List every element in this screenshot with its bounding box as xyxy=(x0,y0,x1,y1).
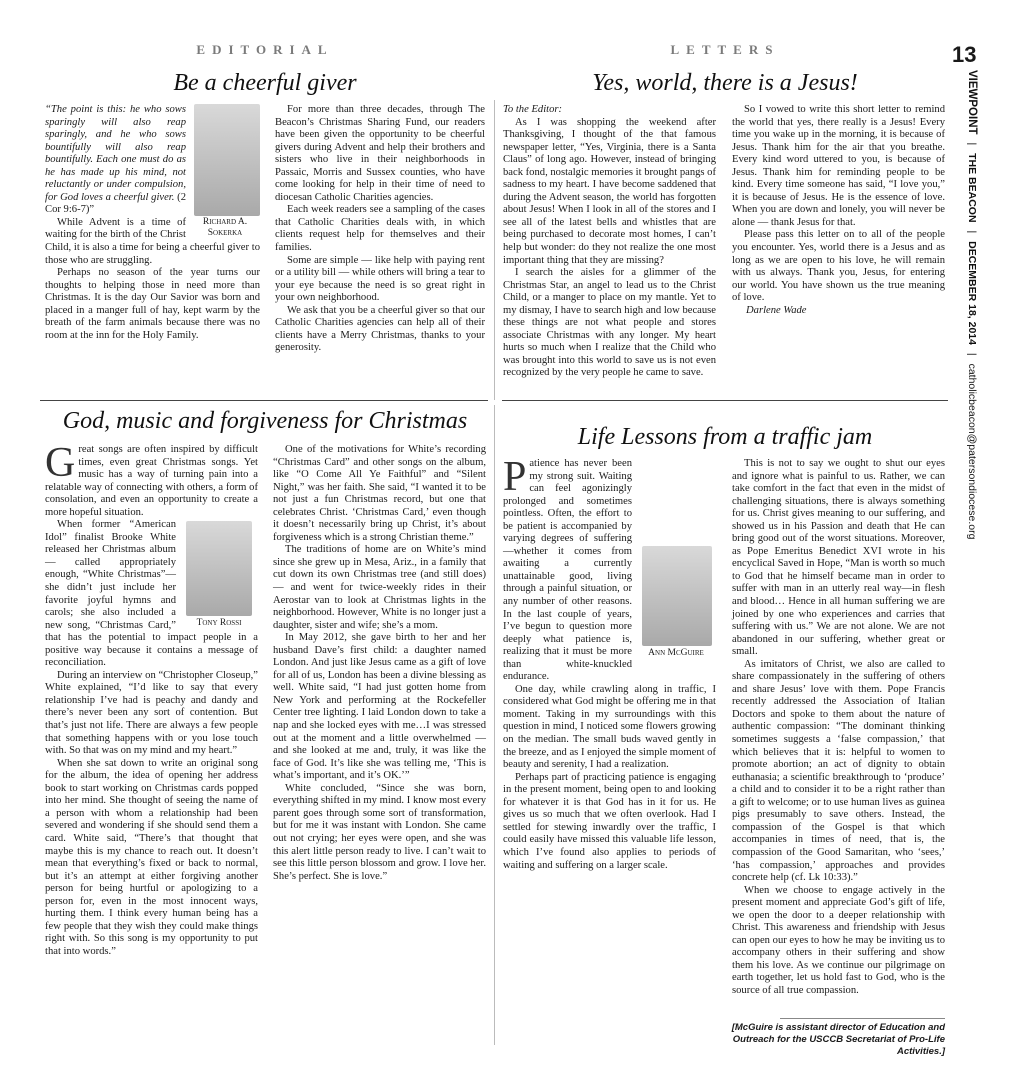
page-number: 13 xyxy=(952,42,977,67)
article2-salutation: To the Editor: xyxy=(503,104,563,115)
article4-paragraph: One day, while crawling along in traffic, I considered what God might be offering me in that moment. Taking in my surroundings with this question in mind, I noticed some flowers growing on the median. The small buds waved gently in the breeze, and as I enjoyed the simple moment of beauty and serenity, I had a realization. xyxy=(503,683,716,771)
article3-paragraph: White concluded, “Since she was born, everything shifted in my mind. I know most every parent goes through some sort of transformation, but for me it was instant with London. She came out not crying; her eyes were open, and she was this alert little person ready to live. I can’t wait to see this little person blossom and grow. I love her. She’s perfect. She is love.” xyxy=(273,782,486,882)
article4-column-2 xyxy=(732,458,945,998)
article4-photo-caption: Ann McGuire xyxy=(648,648,704,658)
article3-dropcap: G xyxy=(45,440,76,486)
article1-paragraph: For more than three decades, through The Beacon’s Christmas Sharing Fund, our readers have been given the opportunity to be cheerful givers during Advent and help their brothers and sisters who live in their neighborhoods in Passaic, Morris and Sussex counties, who have come looking for help in their time of need to diocesan Catholic Charities agencies. xyxy=(275,104,485,203)
author-photo xyxy=(642,546,712,646)
article2-paragraph: Please pass this letter on to all of the people you encounter. Yes, world there is a Jesus and as long as we are open to his love, he will remain with us always. Thank you, Jesus, for entering our world. You have shown us the true meaning of love. xyxy=(732,229,945,304)
author-photo xyxy=(194,104,260,216)
article4-column-1 xyxy=(503,454,716,872)
article4-photo-block xyxy=(636,546,716,659)
article4-paragraph: atience has never been my strong suit. Waiting can feel agonizingly prolonged and sometimes pointless. Often, the effort to be patient is accompanied by varying degrees of suffering—whether it comes from awaiting a currently unattainable good, living through a painful situation, or any number of other reasons. In the last couple of years, I’ve begun to question more deeply what patience is, realizing that it must be more than white-knuckled endurance. xyxy=(503,458,632,683)
article1-paragraph: Each week readers see a sampling of the cases that Catholic Charities deals with, in which clients request help for themselves and their families. xyxy=(275,204,485,254)
article1-quote-citation: (2 Cor 9:6-7)” xyxy=(45,191,186,216)
article3-column-1 xyxy=(45,440,258,958)
article1-headline: Be a cheerful giver xyxy=(173,70,357,96)
sidebar-separator: | xyxy=(966,230,978,234)
column-divider xyxy=(494,405,495,1045)
article2-paragraph: As I was shopping the weekend after Thanksgiving, I thought of the that famous newspaper letter, “Yes, Virginia, there is a Santa Claus” of long ago. However, instead of bringing back fond, nostalgic memories it brought pangs of sadness to my heart. I have become saddened that during the Advent season, the world has forgotten about Jesus! When I look in all of the stores and I see all of the latest bells and whistles that are being purchased to decorate most homes, I can’t help but wonder: do they not realize the one most important thing that they are missing? xyxy=(503,116,717,266)
article4-headline: Life Lessons from a traffic jam xyxy=(577,424,873,450)
article2-signature: Darlene Wade xyxy=(746,304,807,316)
article3-column-2 xyxy=(273,444,486,883)
article2-paragraph: I search the aisles for a glimmer of the Christmas Star, an angel to lead us to the Christ Child, or a manger to place on my mantle. Yet to my dismay, I have to search high and low because these things are not what people and stores associate Christmas with any longer. My heart hurts so much when I realize that the Child who was brought into this world to save us is not even recognized by the very people he came to save. xyxy=(503,267,716,379)
article4-paragraph: As imitators of Christ, we also are called to share compassionately in the suffering of others and share Jesus’ love with them. Pope Francis recently addressed the Association of Italian Doctors and spoke to them about the nature of authentic compassion: “The dominant thinking sometimes suggests a ‘false compassion,’ that which believes that it is: helpful to women to promote abortion; an act of dignity to obtain euthanasia; a scientific breakthrough to ‘produce’ a child and to consider it to be a right rather than a gift to welcome; or to use human lives as guinea pigs presumably to save others. Instead, the compassion of the Gospel is that which accompanies in times of need, that is, the compassion of the Good Samaritan, who ‘sees,’ ‘has compassion,’ approaches and provides concrete help (cf. Lk 10:33).” xyxy=(732,658,945,884)
article1-quote-text: “The point is this: he who sows sparingly will also reap sparingly, and he who sows bountifully will also reap bountifully. Each one must do as he has made up his mind, not reluctantly or under compulsion, for God loves a cheerful giver. xyxy=(45,104,186,203)
article3-paragraph: The traditions of home are on White’s mind since she grew up in Mesa, Ariz., in a family that cut down its own Christmas tree (and still does) — and went for twice-weekly rides in their Aerostar van to look at Christmas lights in the neighborhood. However, White is no longer just a daughter, sister and wife; she’s a mom. xyxy=(273,544,486,631)
sidebar-section: VIEWPOINT xyxy=(966,70,978,135)
article1-paragraph: Perhaps no season of the year turns our thoughts to helping those in need more than Christmas. It is the day Our Savior was born and placed in a manger full of hay, kept warm by the breath of the farm animals because there was no room at the inn for the Holy Family. xyxy=(45,267,260,341)
article2-column-2 xyxy=(732,104,945,317)
article3-paragraph: One of the motivations for White’s recording “Christmas Card” and other songs on the album, like “O Come All Ye Faithful” and “Silent Night,” was her faith. She said, “I wanted it to be not just a fun Christmas record, but one that celebrates Christ. ‘Christmas Card,’ even though it doesn’t necessarily bring up Christ, it’s about forgiveness which is a strong Christian theme.” xyxy=(273,444,486,543)
article3-paragraph: reat songs are often inspired by difficult times, even great Christmas songs. Yet music has a way of turning pain into a relatable way of connecting with others, a form of consolation, and even an opportunity to create a more hopeful situation. xyxy=(45,444,258,518)
article3-headline: God, music and forgiveness for Christmas xyxy=(62,408,468,434)
article1-column-1 xyxy=(45,104,260,342)
sidebar-separator: | xyxy=(966,142,978,146)
sidebar-site[interactable]: catholicbeacon@patersondiocese.org xyxy=(966,363,978,540)
author-photo xyxy=(186,521,252,616)
article1-paragraph: Some are simple — like help with paying rent or a utility bill — while others will bring a tear to your eye because the need is so great right in your own neighborhood. xyxy=(275,254,485,304)
article1-paragraph: While Advent is a time of waiting for the birth of the Christ Child, it is also a time for being a cheerful giver to those who are struggling. xyxy=(45,216,260,266)
article2-paragraph: So I vowed to write this short letter to remind the world that yes, there really is a Jesus! Every time you wake up in the morning, it is because of Jesus. Thank him for the air that you breathe. Every kind word uttered to you, is because of Jesus. Thank him for reminding people to be kind. Every time someone has said, “I love you,” it is because of Jesus. He is the essence of love. When you are down and lonely, you will never be alone — thank Jesus for that. xyxy=(732,104,945,228)
article2-column-1 xyxy=(503,104,716,380)
article3-paragraph: When she sat down to write an original song for the album, the idea of opening her address book to start working on Christmas cards popped into her mind. She thought of seeing the name of a person with whom a relationship had been severed and wondering if she should send them a card. White said, “There’s that thought that maybe this is my chance to reach out. It doesn’t mean that everything’s fixed or back to normal, but it’s an attempt at either forgiving another person for being hurtful or apologizing to a person for, even in the most innocent ways, hurting them. I think every human being has a few people that they wish they could make things right with. So this song is my opportunity to put that into words.” xyxy=(45,757,258,957)
article3-photo-caption: Tony Rossi xyxy=(196,618,242,629)
article4-paragraph: When we choose to engage actively in the present moment and appreciate God’s gift of life, we open the door to a deeper relationship with Christ. This awareness and friendship with Jesus can open our eyes to how he may be inviting us to accompany others in their suffering and show them his love. As we continue our pilgrimage on earth together, let us hold fast to God, who is the source of all true compassion. xyxy=(732,884,945,996)
sidebar-date: DECEMBER 18, 2014 xyxy=(966,241,978,345)
article1-photo-caption: Richard A. Sokerka xyxy=(202,217,248,238)
article3-paragraph: When former “American Idol” finalist Brooke White released her Christmas album — called appropriately enough, “White Christmas”— she didn’t just include her favorite joyful hymns and carols; she also included a new song, “Christmas Card,” that has the potential to impact people in a positive way because it contains a message of reconciliation. xyxy=(45,519,258,669)
sidebar-separator: | xyxy=(966,352,978,356)
article3-paragraph: In May 2012, she gave birth to her and her husband Dave’s first child: a daughter named London. And just like Jesus came as a gift of love for all of us, London has been a divine blessing as well. White said, “I had just gotten home from New York and performing at the Rockefeller Center tree lighting. I laid London down to take a nap and she locked eyes with me…I was stressed out at the moment and a little overwhelmed — and she looked at me and, truly, it was like the face of God. It’s like she was telling me, ‘This is what’s important, and it’s OK.’” xyxy=(273,632,486,782)
section-divider xyxy=(502,400,948,401)
editorial-header: EDITORIAL xyxy=(196,42,334,57)
article3-photo-block xyxy=(180,521,258,629)
letters-header: LETTERS xyxy=(670,42,780,57)
article4-dropcap: P xyxy=(503,454,527,500)
article4-paragraph: Perhaps part of practicing patience is engaging in the present moment, being open to and looking for whatever it is that God has in it for us. He gives us so much that we often overlook. Had I settled for stewing inwardly over the traffic, I could easily have missed this valuable life lesson, which I’ve found also applies to periods of waiting and suffering on a larger scale. xyxy=(503,771,716,871)
sidebar-paper-name: THE BEACON xyxy=(966,153,978,223)
article4-paragraph: This is not to say we ought to shut our eyes and ignore what is painful to us. Rather, we can take comfort in the fact that even in the midst of challenging situations, there is always something for us. Christ gives meaning to our suffering, and showed us in his Passion and death that He can bring good out of the worst situations. Moreover, as Pope Emeritus Benedict XVI wrote in his encyclical Saved in Hope, “Man is worth so much to God that he himself became man in order to suffer with man in an utterly real way—in flesh and blood… Hence in all human suffering we are joined by one who experiences and carries that suffering with us.” We are not alone. We are not abandoned in our suffering, whether great or small. xyxy=(732,458,945,658)
article1-column-2 xyxy=(275,104,485,355)
article1-paragraph: We ask that you be a cheerful giver so that our Catholic Charities agencies can help all of their clients have a Merry Christmas, thanks to your generosity. xyxy=(275,304,485,354)
column-divider xyxy=(494,100,495,400)
section-divider xyxy=(40,400,488,401)
article4-author-bio: [McGuire is assistant director of Education and Outreach for the USCCB Secretariat of Pro-Life Activities.] xyxy=(731,1022,945,1057)
article2-headline: Yes, world, there is a Jesus! xyxy=(592,70,858,96)
article3-paragraph: During an interview on “Christopher Closeup,” White explained, “I’d like to say that every relationship I’ve had is peachy and dandy and there’s never been any sort of contention. But that’s just not life. There are always a few people that something happens with or you lose touch with. So that was on my mind and my heart.” xyxy=(45,669,258,757)
sidebar-masthead xyxy=(960,70,980,540)
bio-rule xyxy=(780,1018,945,1019)
article1-photo-block xyxy=(190,104,260,239)
